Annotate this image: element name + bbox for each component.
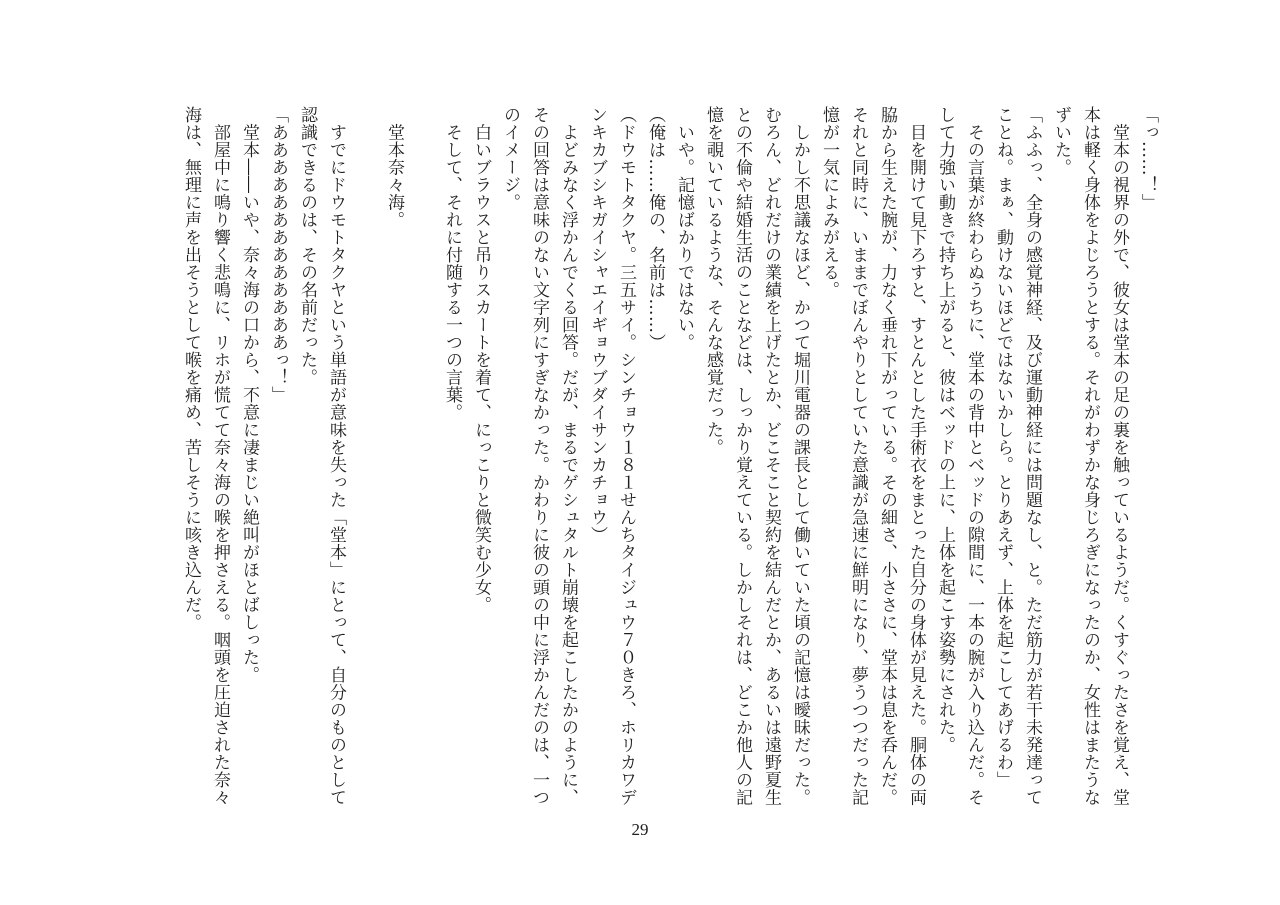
text-column: （俺は……俺の、名前は……） <box>645 106 665 351</box>
text-column: いや。記憶ばかりではない。 <box>674 106 694 351</box>
text-column: 「っ……！」 <box>1138 106 1158 211</box>
text-column: 認識できるのは、その名前だった。 <box>297 106 317 386</box>
text-column: 堂本――いや、奈々海の口から、不意に凄まじい絶叫がほとばしった。 <box>239 106 259 684</box>
text-column: （ドウモトタクヤ。三五サイ。シンチョウ１８１せんちタイジュウ７０きろ、ホリカワデ <box>616 106 636 806</box>
text-column-heading: 堂本奈々海。 <box>384 106 404 229</box>
text-column: 堂本の視界の外で、彼女は堂本の足の裏を触っているようだ。くすぐったさを覚え、堂 <box>1109 106 1129 806</box>
text-column: しかし不思議なほど、かつて堀川電器の課長として働いていた頃の記憶は曖昧だった。 <box>790 106 810 806</box>
text-column: 本は軽く身体をよじろうとする。それがわずかな身じろぎになったのか、女性はまたうな <box>1080 106 1100 806</box>
vertical-text-body <box>176 106 1162 826</box>
text-column: その言葉が終わらぬうちに、堂本の背中とベッドの隙間に、一本の腕が入り込んだ。そ <box>964 106 984 806</box>
text-column: 「ふふっ、全身の感覚神経、及び運動神経には問題なし、と。ただ筋力が若干未発達って <box>1022 106 1042 806</box>
text-column: その回答は意味のない文字列にすぎなかった。かわりに彼の頭の中に浮かんだのは、一つ <box>529 106 549 806</box>
text-column: 部屋中に鳴り響く悲鳴に、リホが慌てて奈々海の喉を押さえる。咽頭を圧迫された奈々 <box>210 106 230 806</box>
text-column: ンキカブシキガイシャエイギョウブダイサンカチョウ） <box>587 106 607 544</box>
text-column: そして、それに付随する一つの言葉。 <box>442 106 462 421</box>
text-column: それと同時に、いままでぼんやりとしていた意識が急速に鮮明になり、夢うつつだった記 <box>848 106 868 806</box>
text-column: 目を開けて見下ろすと、すとんとした手術衣をまとった自分の身体が見えた。胴体の両 <box>906 106 926 806</box>
text-column: 憶が一気によみがえる。 <box>819 106 839 299</box>
text-column: 「あああああああああああああっ！」 <box>268 106 288 404</box>
text-column: よどみなく浮かんでくる回答。だが、まるでゲシュタルト崩壊を起こしたかのように、 <box>558 106 578 806</box>
text-column: すでにドウモトタクヤという単語が意味を失った「堂本」にとって、自分のものとして <box>326 106 346 806</box>
text-column: ことね。まぁ、動けないほどではないかしら。とりあえず、上体を起こしてあげるわ」 <box>993 106 1013 789</box>
text-column: して力強い動きで持ち上がると、彼はベッドの上に、上体を起こす姿勢にされた。 <box>935 106 955 754</box>
text-column: ずいた。 <box>1051 106 1071 176</box>
text-column: のイメージ。 <box>500 106 520 211</box>
text-column: との不倫や結婚生活のことなどは、しっかり覚えている。しかしそれは、どこか他人の記 <box>732 106 752 806</box>
text-column: 海は、無理に声を出そうとして喉を痛め、苦しそうに咳き込んだ。 <box>181 106 201 631</box>
text-column: 白いブラウスと吊りスカートを着て、にっこりと微笑む少女。 <box>471 106 491 614</box>
text-column: 憶を覗いているような、そんな感覚だった。 <box>703 106 723 456</box>
text-column: むろん、どれだけの業績を上げたとか、どこそこと契約を結んだとか、あるいは遠野夏生 <box>761 106 781 806</box>
page-number: 29 <box>631 820 649 839</box>
text-column: 脇から生えた腕が、力なく垂れ下がっている。その細さ、小ささに、堂本は息を呑んだ。 <box>877 106 897 806</box>
